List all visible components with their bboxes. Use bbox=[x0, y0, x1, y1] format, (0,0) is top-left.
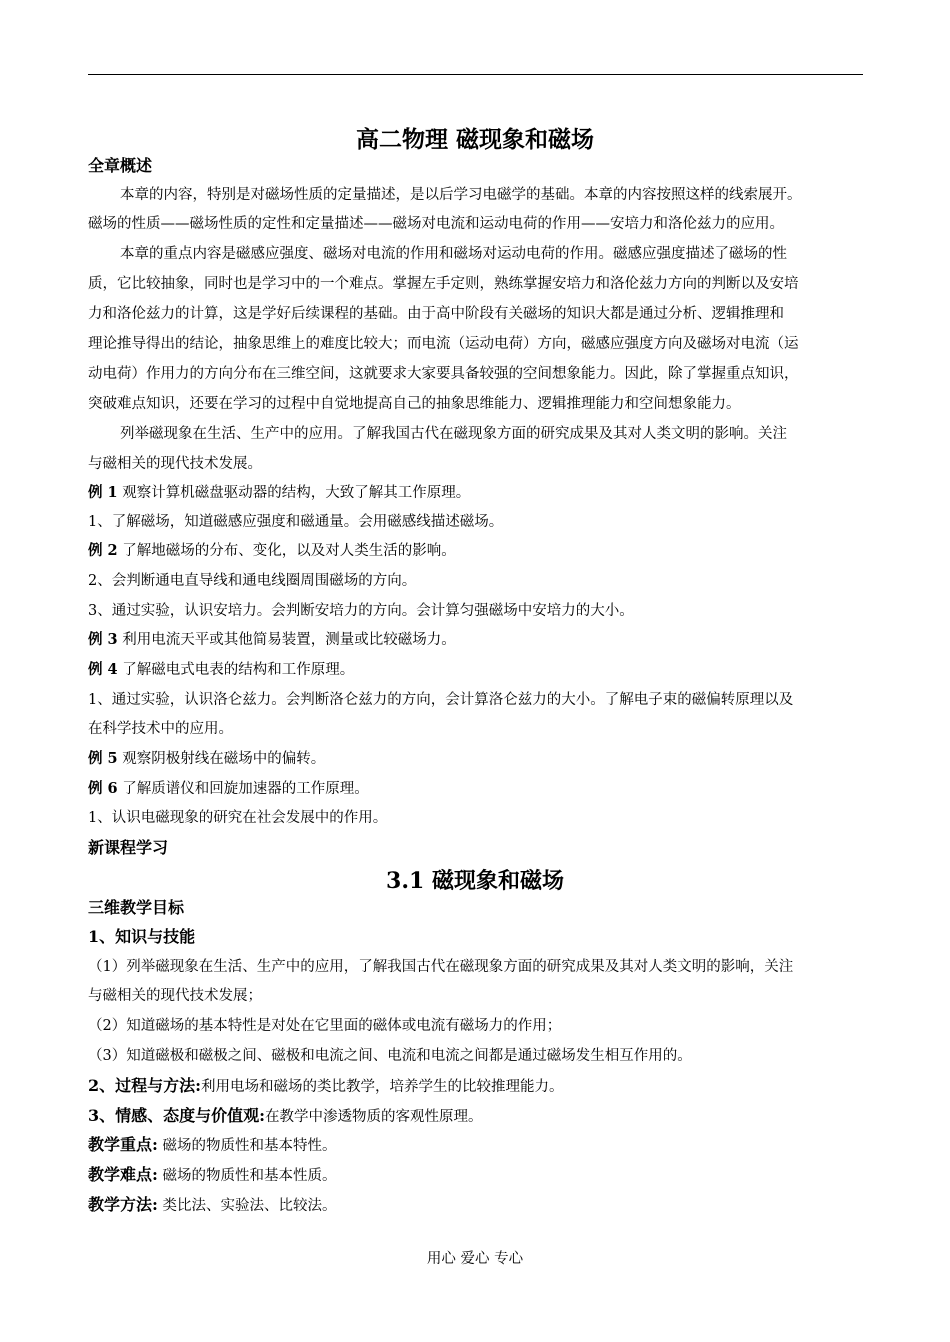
field-label: 教学重点: bbox=[88, 1135, 158, 1154]
document-title: 高二物理 磁现象和磁场 bbox=[355, 126, 594, 153]
field-text: 类比法、实验法、比较法。 bbox=[157, 1198, 337, 1214]
section-title: 3.1 磁现象和磁场 bbox=[386, 868, 564, 894]
example-1 bbox=[88, 483, 470, 503]
example-label: 例 2 bbox=[88, 542, 118, 559]
goal-item: （2）知道磁场的基本特性是对处在它里面的磁体或电流有磁场力的作用； bbox=[88, 1018, 562, 1034]
field-label: 教学难点: bbox=[88, 1165, 158, 1184]
example-text: 观察阴极射线在磁场中的偏转。 bbox=[117, 751, 326, 767]
paragraph-line: 本章的重点内容是磁感应强度、磁场对电流的作用和磁场对运动电荷的作用。磁感应强度描述了磁场的性 bbox=[120, 246, 787, 262]
list-item: 在科学技术中的应用。 bbox=[88, 721, 233, 737]
field-label: 教学方法: bbox=[88, 1195, 158, 1214]
paragraph-line: 本章的内容，特别是对磁场性质的定量描述，是以后学习电磁学的基础。本章的内容按照这样的线索展开。 bbox=[120, 187, 802, 203]
example-text: 了解质谱仪和回旋加速器的工作原理。 bbox=[117, 781, 369, 797]
list-item: 2、会判断通电直导线和通电线圈周围磁场的方向。 bbox=[88, 573, 417, 589]
goal-1-heading: 1、知识与技能 bbox=[88, 927, 196, 946]
example-text: 观察计算机磁盘驱动器的结构，大致了解其工作原理。 bbox=[117, 485, 471, 501]
list-item: 1、通过实验，认识洛仑兹力。会判断洛仑兹力的方向，会计算洛仑兹力的大小。了解电子束的磁偏转原理以及 bbox=[88, 692, 794, 708]
example-label: 例 5 bbox=[88, 750, 118, 767]
goal-2 bbox=[88, 1076, 564, 1097]
example-label: 例 4 bbox=[88, 661, 118, 678]
field-text: 磁场的物质性和基本特性。 bbox=[157, 1138, 337, 1154]
paragraph-line: 质，它比较抽象，同时也是学习中的一个难点。掌握左手定则，熟练掌握安培力和洛伦兹力方向的判断以及安培 bbox=[88, 276, 799, 292]
paragraph-line: 力和洛伦兹力的计算，这是学好后续课程的基础。由于高中阶段有关磁场的知识大都是通过分析、逻辑推理和 bbox=[88, 306, 784, 322]
goal-item: 与磁相关的现代技术发展； bbox=[88, 988, 262, 1004]
example-3 bbox=[88, 630, 456, 650]
example-2 bbox=[88, 541, 456, 561]
new-course-heading: 新课程学习 bbox=[88, 838, 169, 857]
paragraph-line: 动电荷）作用力的方向分布在三维空间，这就要求大家要具备较强的空间想象能力。因此，除了掌握重点知识， bbox=[88, 366, 799, 382]
goal-text: 在教学中渗透物质的客观性原理。 bbox=[265, 1109, 483, 1125]
goal-label: 3、情感、态度与价值观: bbox=[88, 1106, 266, 1125]
example-6 bbox=[88, 779, 369, 799]
goals-heading: 三维教学目标 bbox=[88, 898, 185, 917]
example-label: 例 1 bbox=[88, 484, 118, 501]
list-item: 3、通过实验，认识安培力。会判断安培力的方向。会计算匀强磁场中安培力的大小。 bbox=[88, 603, 634, 619]
paragraph-line: 理论推导得出的结论，抽象思维上的难度比较大；而电流（运动电荷）方向，磁感应强度方向及磁场对电流（运 bbox=[88, 336, 799, 352]
example-4 bbox=[88, 660, 354, 680]
example-text: 了解磁电式电表的结构和工作原理。 bbox=[117, 662, 355, 678]
teaching-key-point bbox=[88, 1135, 337, 1156]
paragraph-line: 磁场的性质——磁场性质的定性和定量描述——磁场对电流和运动电荷的作用——安培力和洛伦兹力的应用。 bbox=[88, 216, 784, 232]
example-text: 了解地磁场的分布、变化，以及对人类生活的影响。 bbox=[117, 543, 456, 559]
goal-label: 2、过程与方法: bbox=[88, 1076, 202, 1095]
goal-text: 利用电场和磁场的类比教学，培养学生的比较推理能力。 bbox=[201, 1079, 564, 1095]
paragraph-line: 列举磁现象在生活、生产中的应用。了解我国古代在磁现象方面的研究成果及其对人类文明的影响。关注 bbox=[120, 426, 787, 442]
teaching-method bbox=[88, 1195, 337, 1216]
paragraph-line: 与磁相关的现代技术发展。 bbox=[88, 456, 262, 472]
goal-item: （3）知道磁极和磁极之间、磁极和电流之间、电流和电流之间都是通过磁场发生相互作用的。 bbox=[88, 1048, 692, 1064]
field-text: 磁场的物质性和基本性质。 bbox=[157, 1168, 337, 1184]
header-rule bbox=[88, 74, 863, 75]
example-text: 利用电流天平或其他简易装置，测量或比较磁场力。 bbox=[117, 632, 456, 648]
list-item: 1、认识电磁现象的研究在社会发展中的作用。 bbox=[88, 810, 388, 826]
page-footer: 用心 爱心 专心 bbox=[426, 1251, 524, 1267]
example-label: 例 3 bbox=[88, 631, 118, 648]
paragraph-line: 突破难点知识，还要在学习的过程中自觉地提高自己的抽象思维能力、逻辑推理能力和空间想象能力。 bbox=[88, 396, 741, 412]
overview-heading: 全章概述 bbox=[88, 156, 153, 175]
teaching-difficulty bbox=[88, 1165, 337, 1186]
goal-item: （1）列举磁现象在生活、生产中的应用，了解我国古代在磁现象方面的研究成果及其对人类文明的影响，关注 bbox=[88, 959, 794, 975]
list-item: 1、了解磁场，知道磁感应强度和磁通量。会用磁感线描述磁场。 bbox=[88, 514, 504, 530]
example-label: 例 6 bbox=[88, 780, 118, 797]
example-5 bbox=[88, 749, 325, 769]
goal-3 bbox=[88, 1106, 483, 1127]
